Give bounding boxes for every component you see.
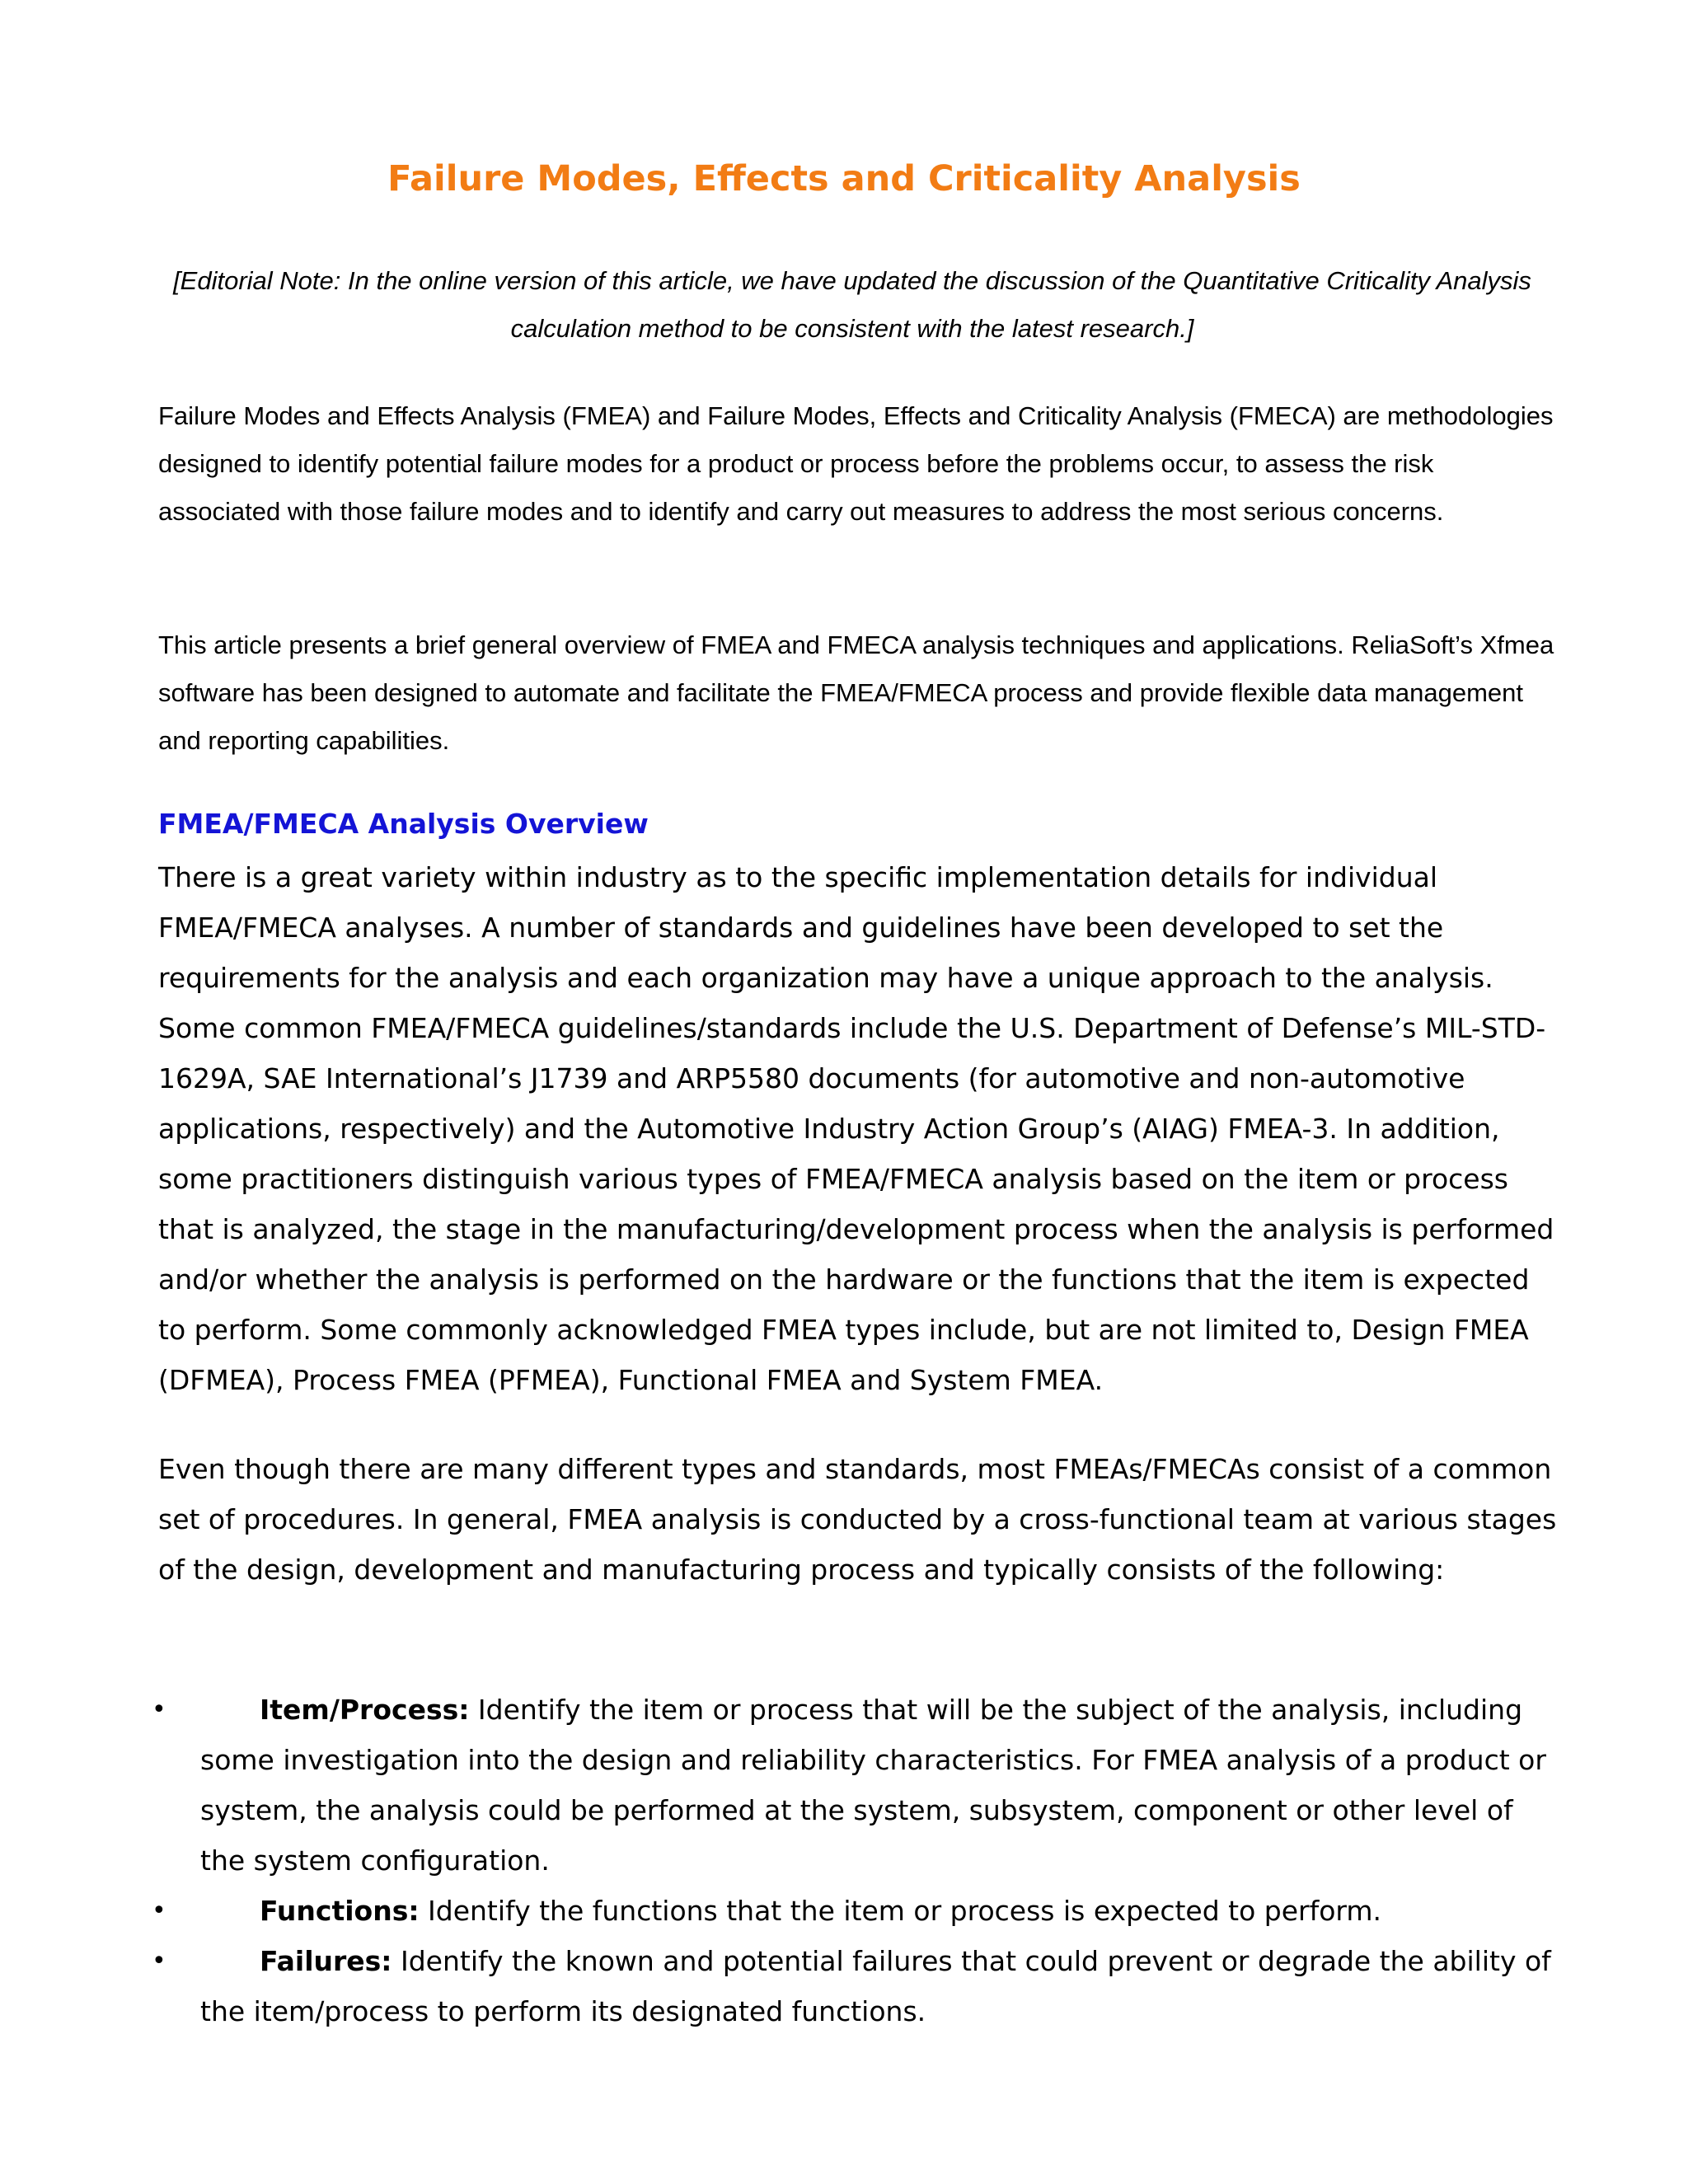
list-item [152,1936,1559,2036]
bullet-icon: • [152,1695,166,1724]
document-title: Failure Modes, Effects and Criticality Analysis [387,158,1301,199]
bullet-icon: • [152,1896,166,1925]
list-item-term: Functions: [260,1895,420,1927]
list-item-term: Failures: [260,1945,392,1977]
intro-paragraph: This article presents a brief general overview of FMEA and FMECA analysis techniques and applications. ReliaSoft’s Xfmea software has been designed to automate and facilitate the FMEA/FMECA process and provide flexible data management and reporting capabilities. [158,630,1554,755]
intro-paragraph: Failure Modes and Effects Analysis (FMEA) and Failure Modes, Effects and Criticality Analysis (FMECA) are methodologies designed to identify potential failure modes for a product or process before the problems occur, to assess the risk associated with those failure modes and to identify and carry out measures to address the most serious concerns. [158,401,1554,526]
bullet-icon: • [152,1947,166,1975]
list-item [152,1685,1559,1886]
list-item [152,1886,1559,1936]
section-heading: FMEA/FMECA Analysis Overview [158,808,649,840]
procedure-list [152,1685,1559,2036]
body-paragraph: There is a great variety within industry as to the specific implementation details for individual FMEA/FMECA analyses. A number of standards and guidelines have been developed to set the requirements for the analysis and each organization may have a unique approach to the analysis. Some common FMEA/FMECA guidelines/standards include the U.S. Department of Defense’s MIL-STD-1629A, SAE International’s J1739 and ARP5580 documents (for automotive and non-automotive applications, respectively) and the Automotive Industry Action Group’s (AIAG) FMEA-3. In addition, some practitioners distinguish various types of FMEA/FMECA analysis based on the item or process that is analyzed, the stage in the manufacturing/development process when the analysis is performed and/or whether the analysis is performed on the hardware or the functions that the item is expected to perform. Some commonly acknowledged FMEA types include, but are not limited to, Design FMEA (DFMEA), Process FMEA (PFMEA), Functional FMEA and System FMEA. [158,861,1554,1396]
body-paragraph: Even though there are many different types and standards, most FMEAs/FMECAs consist of a common set of procedures. In general, FMEA analysis is conducted by a cross-functional team at various stages of the design, development and manufacturing process and typically consists of the following: [158,1453,1557,1586]
editorial-note: [Editorial Note: In the online version of this article, we have updated the discussion of the Quantitative Criticality Analysis calculation method to be consistent with the latest research.] [173,266,1531,343]
list-item-text: Identify the functions that the item or process is expected to perform. [419,1895,1382,1927]
list-item-text: Identify the known and potential failures that could prevent or degrade the ability of the item/process to perform its designated functions. [200,1945,1551,2027]
list-item-text: Identify the item or process that will be the subject of the analysis, including some investigation into the design and reliability characteristics. For FMEA analysis of a product or system, the analysis could be performed at the system, subsystem, component or other level of the system configuration. [200,1694,1546,1877]
list-item-term: Item/Process: [260,1694,470,1726]
